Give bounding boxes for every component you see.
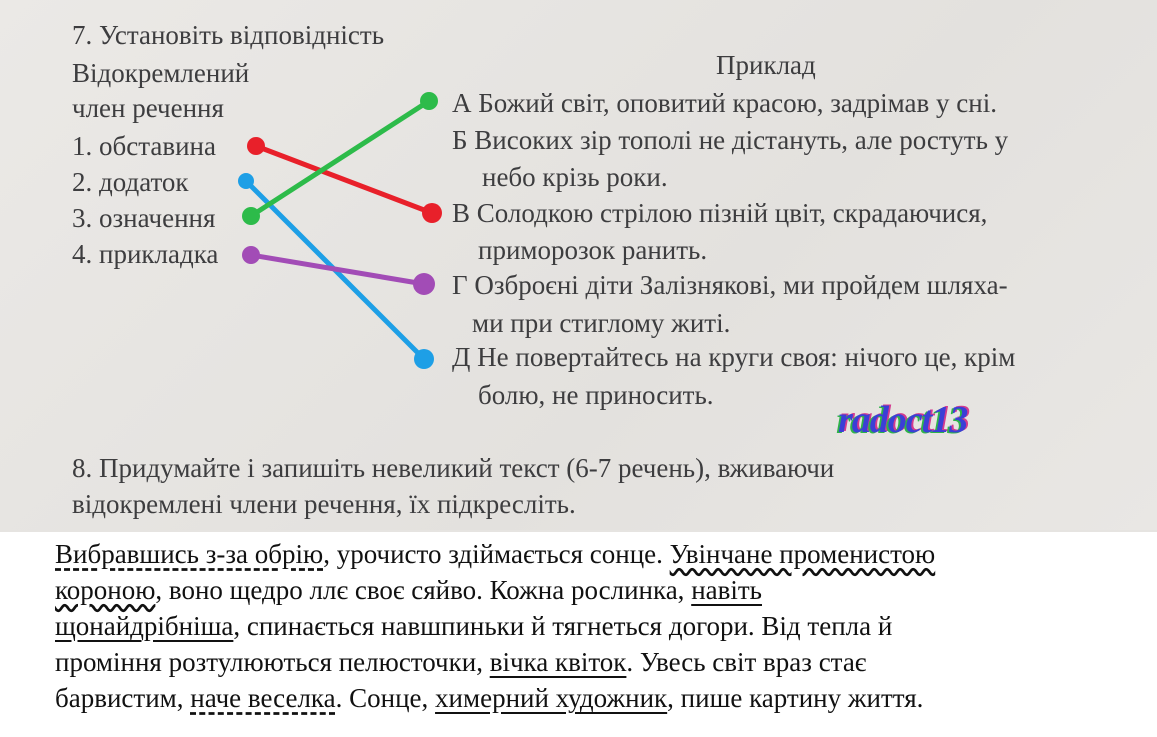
- underlined-participial-phrase-end: короною: [55, 575, 156, 605]
- member-item: 1. обставина: [72, 131, 216, 161]
- example-a: А Божий світ, оповитий красою, задрімав у сні.: [452, 88, 997, 118]
- member-item: 4. прикладка: [72, 239, 219, 269]
- example-v: В Солодкою стрілою пізній цвіт, скрадаючися,: [452, 198, 988, 228]
- underlined-clarifying-member: навіть: [691, 575, 762, 605]
- member-item: 3. означення: [72, 203, 216, 233]
- answer-text: . Увесь світ враз стає: [626, 647, 867, 677]
- watermark-signature: radoct13: [838, 399, 968, 441]
- underlined-apposition: химерний художник: [435, 683, 668, 713]
- right-column-header: Приклад: [716, 50, 816, 80]
- answer-text: барвистим,: [55, 683, 191, 713]
- answer-line-2: [55, 575, 762, 605]
- left-column-header-line2: член речення: [72, 93, 224, 123]
- task8-line2: відокремлені члени речення, їх підкресліть.: [72, 489, 576, 519]
- answer-text: , воно щедро ллє своє сяйво. Кожна рослинка,: [155, 575, 692, 605]
- answer-line-5: [55, 683, 923, 713]
- answer-text: проміння розтулюються пелюсточки,: [55, 647, 490, 677]
- answer-text: , пише картину життя.: [667, 683, 924, 713]
- answer-line-1: [55, 539, 935, 569]
- task8-line1: 8. Придумайте і запишіть невеликий текст (6-7 речень), вживаючи: [72, 453, 835, 483]
- underlined-clarifying-member-end: щонайдрібніша: [55, 611, 234, 641]
- answer-line-4: [55, 647, 866, 677]
- task7-title: 7. Установіть відповідність: [72, 20, 385, 50]
- example-d-cont: болю, не приносить.: [478, 380, 714, 410]
- example-g-cont: ми при стиглому житі.: [472, 308, 731, 338]
- example-b-cont: небо крізь роки.: [482, 162, 668, 192]
- example-g: Г Озброєні діти Залізнякові, ми пройдем шляха-: [452, 270, 1008, 300]
- answer-text: , спинається навшпиньки й тягнеться догори. Від тепла й: [233, 611, 893, 641]
- underlined-comparative-phrase: наче веселка: [190, 683, 336, 713]
- member-item: 2. додаток: [72, 167, 189, 197]
- answer-line-3: [55, 611, 892, 641]
- example-b: Б Високих зір тополі не дістануть, але ростуть у: [452, 125, 1009, 155]
- underlined-clarifying-member: вічка квіток: [489, 647, 627, 677]
- example-v-cont: приморозок ранить.: [478, 235, 708, 265]
- answer-text: . Сонце,: [335, 683, 436, 713]
- underlined-adverbial-phrase: Вибравшись з-за обрію: [55, 539, 324, 569]
- example-d: Д Не повертайтесь на круги своя: нічого це, крім: [452, 342, 1016, 372]
- underlined-participial-phrase: Увінчане променистою: [669, 539, 936, 569]
- left-column-header-line1: Відокремлений: [72, 58, 250, 88]
- answer-text: , урочисто здіймається сонце.: [323, 539, 670, 569]
